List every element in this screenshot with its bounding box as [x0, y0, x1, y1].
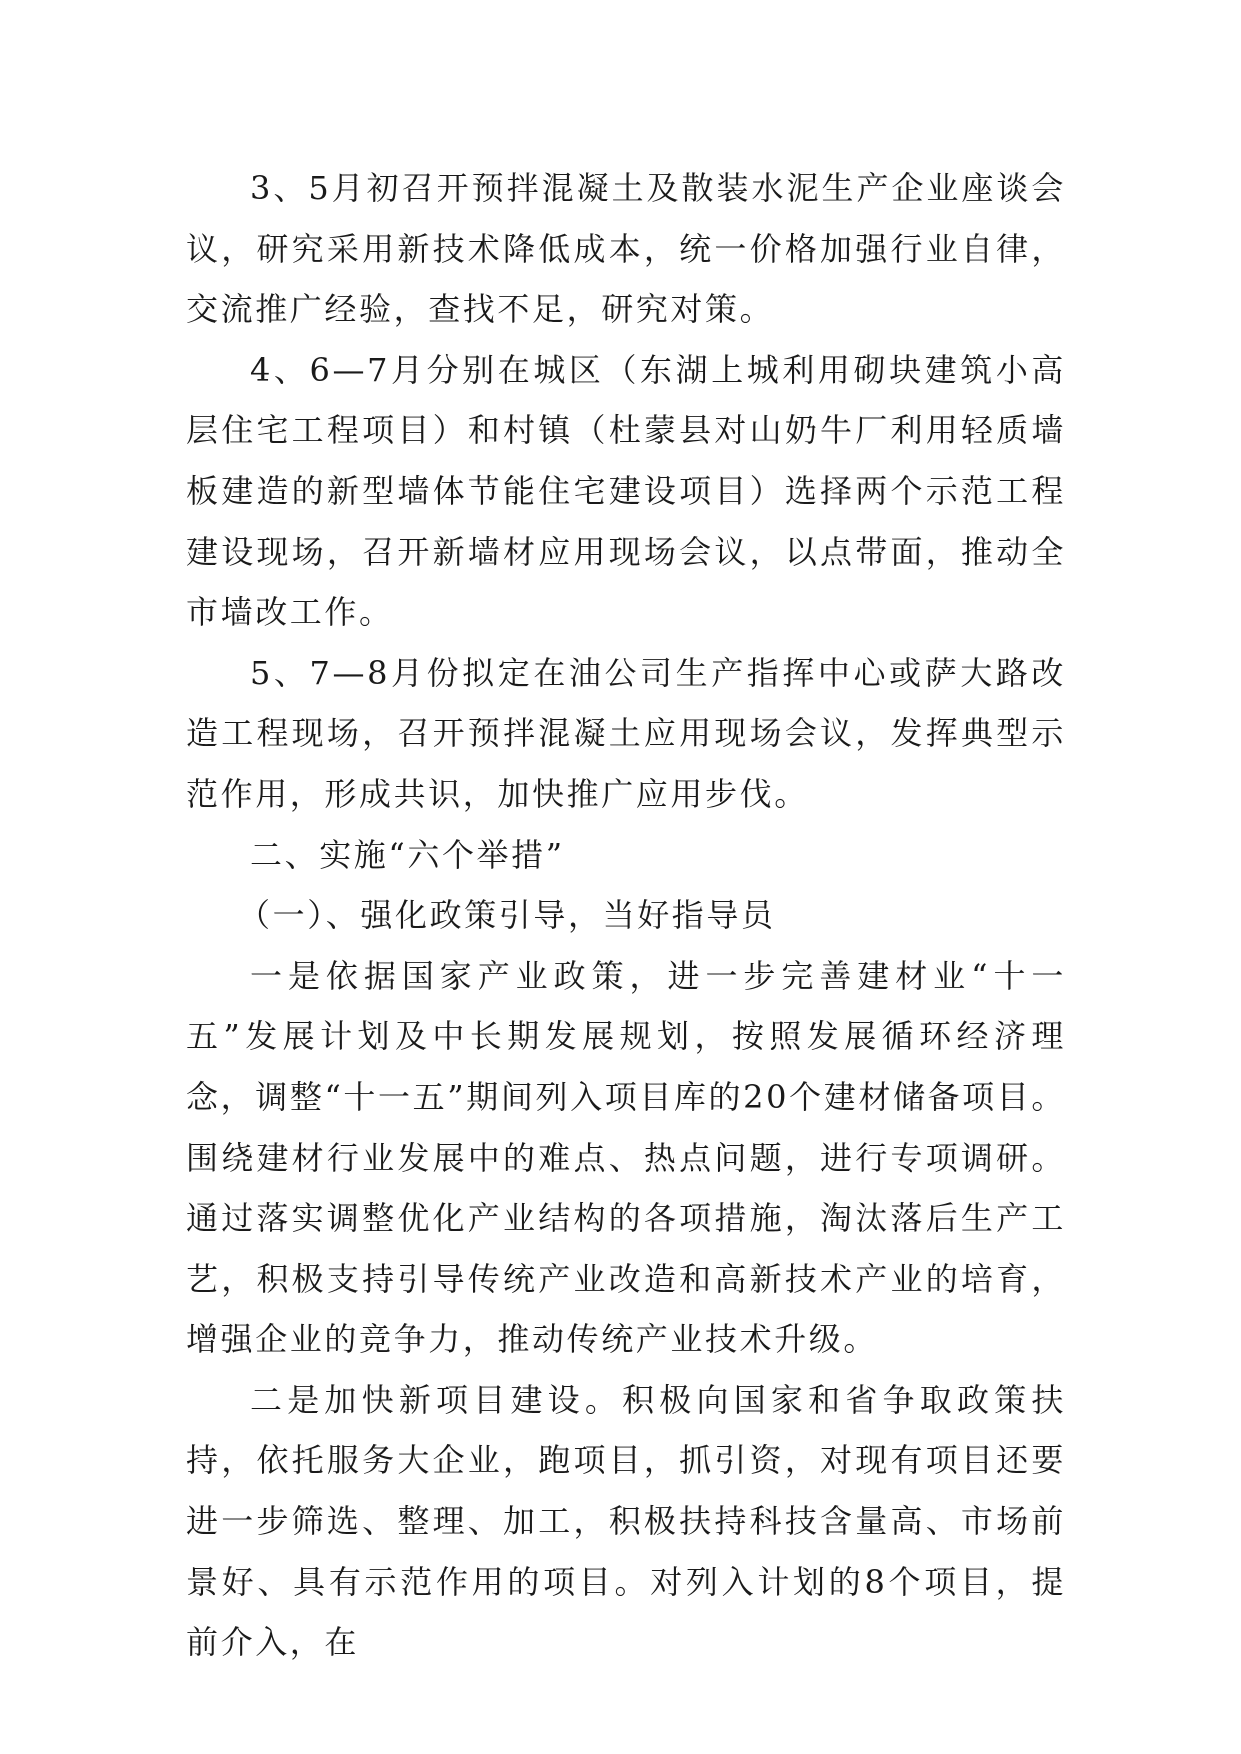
document-body	[186, 158, 1066, 1673]
paragraph-item-3: 3、5月初召开预拌混凝土及散装水泥生产企业座谈会议，研究采用新技术降低成本，统一价格加强行业自律，交流推广经验，查找不足，研究对策。	[186, 169, 1066, 329]
subsection-heading: （一）、强化政策引导，当好指导员	[238, 896, 776, 935]
paragraph-second-measure: 二是加快新项目建设。积极向国家和省争取政策扶持，依托服务大企业，跑项目，抓引资，对现有项目还要进一步筛选、整理、加工，积极扶持科技含量高、市场前景好、具有示范作用的项目。对列入计划的8个项目，提前介入，在	[186, 1380, 1066, 1662]
section-heading: 二、实施“六个举措”	[250, 835, 565, 874]
paragraph-first-measure: 一是依据国家产业政策，进一步完善建材业“十一五”发展计划及中长期发展规划，按照发展循环经济理念，调整“十一五”期间列入项目库的20个建材储备项目。围绕建材行业发展中的难点、热点问题，进行专项调研。通过落实调整优化产业结构的各项措施，淘汰落后生产工艺，积极支持引导传统产业改造和高新技术产业的培育，增强企业的竞争力，推动传统产业技术升级。	[186, 956, 1066, 1359]
paragraph-item-4: 4、6—7月分别在城区（东湖上城利用砌块建筑小高层住宅工程项目）和村镇（杜蒙县对山奶牛厂利用轻质墙板建造的新型墙体节能住宅建设项目）选择两个示范工程建设现场，召开新墙材应用现场会议，以点带面，推动全市墙改工作。	[186, 350, 1066, 632]
paragraph-item-5: 5、7—8月份拟定在油公司生产指挥中心或萨大路改造工程现场，召开预拌混凝土应用现场会议，发挥典型示范作用，形成共识，加快推广应用步伐。	[186, 653, 1066, 813]
